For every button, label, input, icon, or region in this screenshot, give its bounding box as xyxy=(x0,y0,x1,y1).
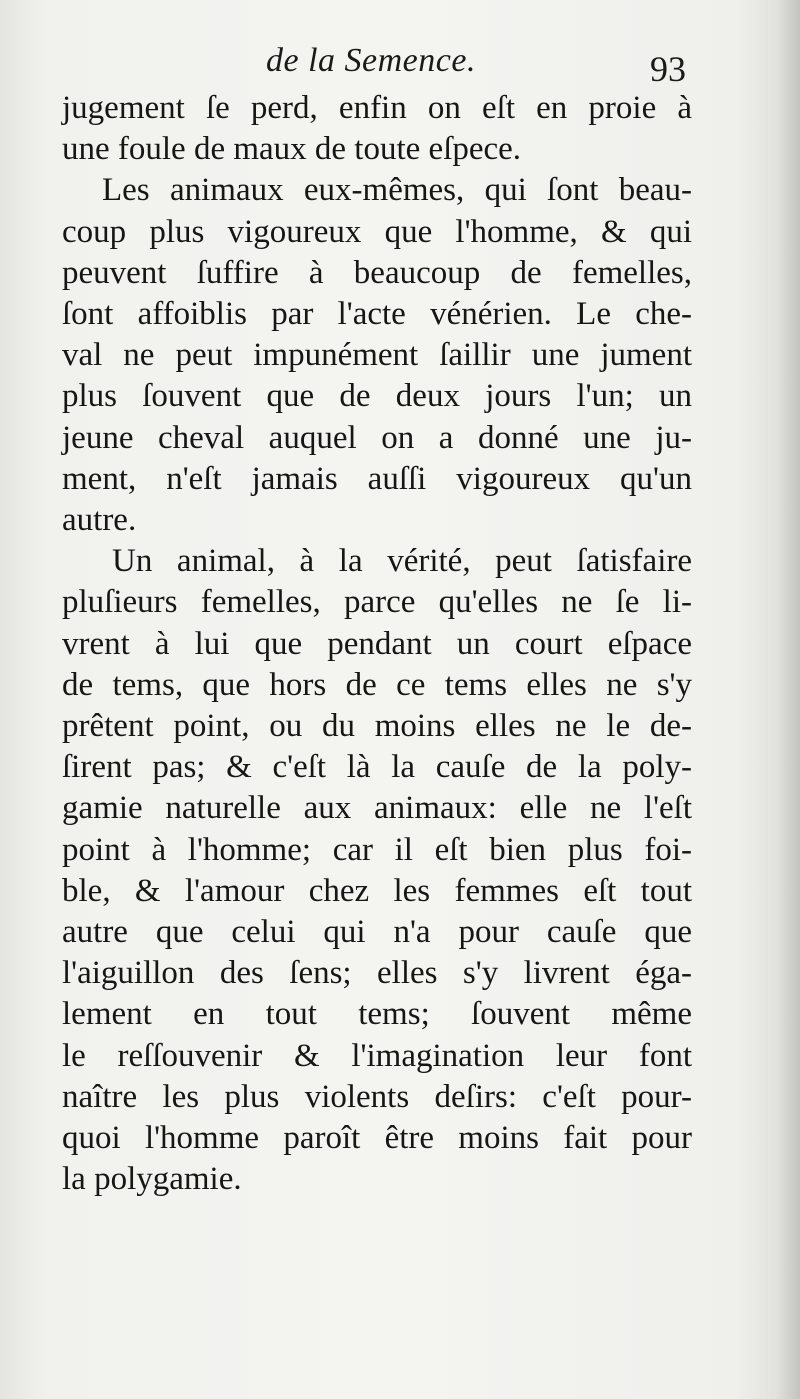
running-head: de la Semence. xyxy=(266,42,476,79)
text-line: lement en tout tems; ſouvent même xyxy=(62,996,692,1033)
text-line: ment, n'eſt jamais auſſi vigoureux qu'un xyxy=(62,460,692,497)
text-line: quoi l'homme paroît être moins fait pour xyxy=(62,1120,692,1157)
text-line: jeune cheval auquel on a donné une ju- xyxy=(62,419,692,456)
text-line: naître les plus violents deſirs: c'eſt pour- xyxy=(62,1078,692,1115)
text-line: ſont affoiblis par l'acte vénérien. Le che- xyxy=(62,296,692,333)
paragraph-first-line: Un animal, à la vérité, peut ſatisfaire xyxy=(112,543,692,580)
text-line: vrent à lui que pendant un court eſpace xyxy=(62,625,692,662)
text-line: pluſieurs femelles, parce qu'elles ne ſe li- xyxy=(62,584,692,621)
page-number: 93 xyxy=(650,49,686,89)
text-line: une foule de maux de toute eſpece. xyxy=(62,131,522,168)
text-line: la polygamie. xyxy=(62,1161,242,1198)
text-line: autre que celui qui n'a pour cauſe que xyxy=(62,914,692,951)
text-line: ſirent pas; & c'eſt là la cauſe de la poly- xyxy=(62,749,692,786)
text-line: gamie naturelle aux animaux: elle ne l'eſt xyxy=(62,790,692,827)
page-edge-shadow xyxy=(776,0,800,1399)
text-line: de tems, que hors de ce tems elles ne s'y xyxy=(62,666,692,703)
text-line: le reſſouvenir & l'imagination leur font xyxy=(62,1037,692,1074)
paragraph-first-line: Les animaux eux-mêmes, qui ſont beau- xyxy=(102,172,692,209)
text-line: peuvent ſuffire à beaucoup de femelles, xyxy=(62,254,692,291)
text-line: prêtent point, ou du moins elles ne le de- xyxy=(62,708,692,745)
text-line: autre. xyxy=(62,502,137,539)
text-line: val ne peut impunément ſaillir une jument xyxy=(62,337,692,374)
text-line: l'aiguillon des ſens; elles s'y livrent éga- xyxy=(62,955,692,992)
text-line: coup plus vigoureux que l'homme, & qui xyxy=(62,213,692,250)
text-line: plus ſouvent que de deux jours l'un; un xyxy=(62,378,692,415)
text-line: jugement ſe perd, enfin on eſt en proie à xyxy=(62,90,692,126)
text-line: point à l'homme; car il eſt bien plus foi- xyxy=(62,831,692,868)
body-text xyxy=(62,88,692,1200)
text-line: ble, & l'amour chez les femmes eſt tout xyxy=(62,872,692,909)
